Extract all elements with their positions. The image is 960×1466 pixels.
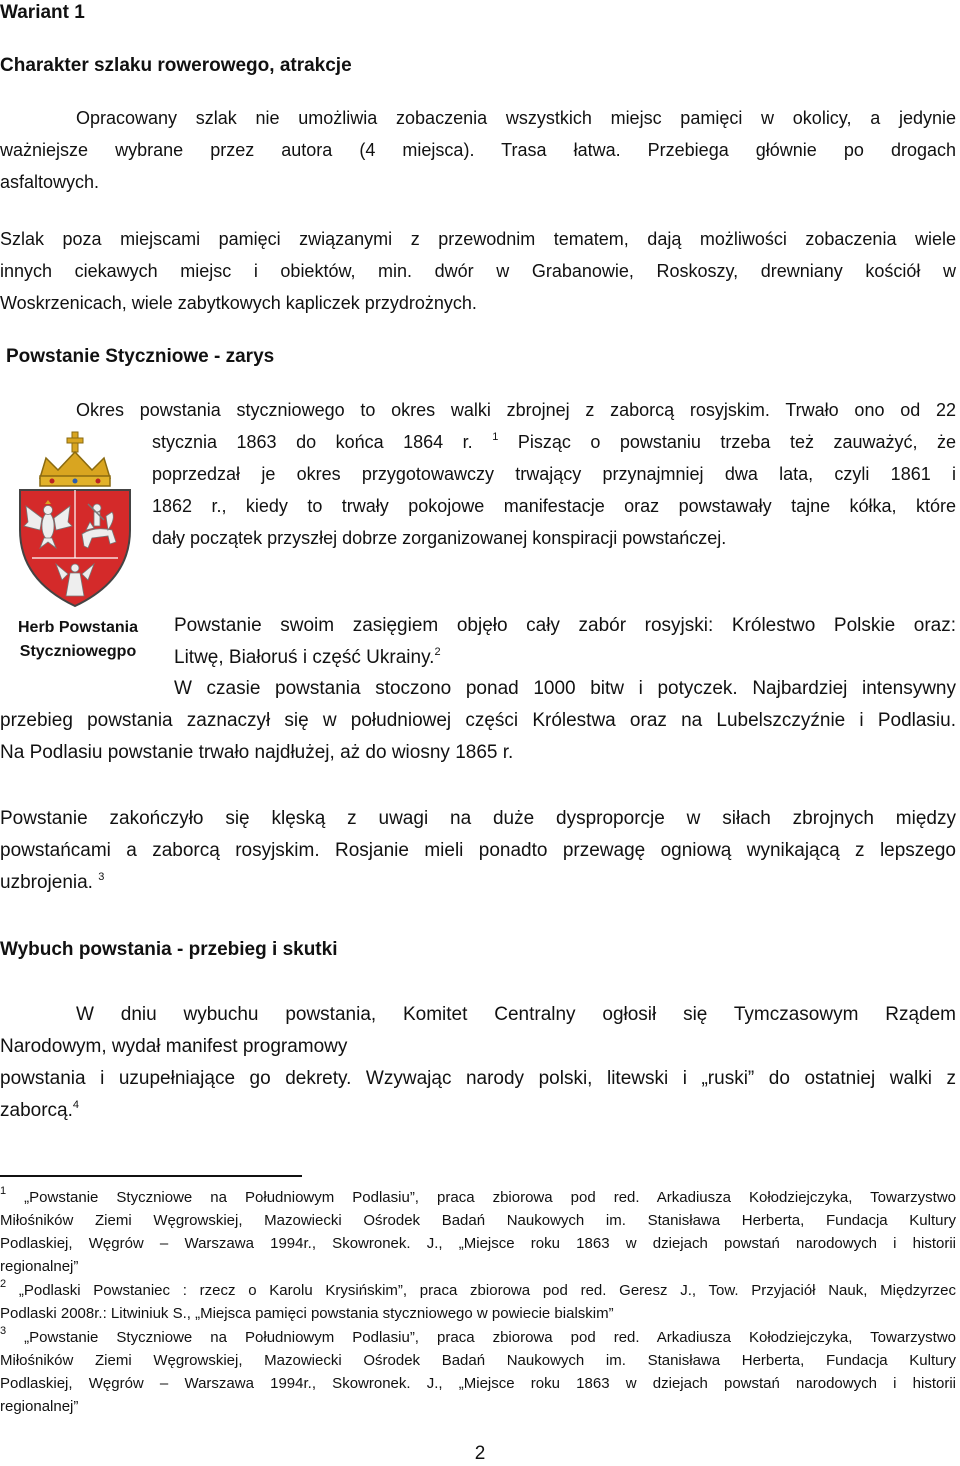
footnote-number: 2 xyxy=(0,1278,7,1290)
outbreak-paragraph xyxy=(0,999,956,1127)
footnote-3 xyxy=(0,1326,956,1418)
text-line: stycznia 1863 do końca 1864 r. $^1$ Pisząc o powstaniu trzeba też zauważyć, że xyxy=(152,431,956,452)
section-heading-route: Charakter szlaku rowerowego, atrakcje xyxy=(0,55,352,76)
caption-line: Herb Powstania xyxy=(17,619,139,636)
text-line: zaborcą.$^4$ xyxy=(0,1099,79,1121)
footnote-line: Podlaski 2008r.: Litwiniuk S., „Miejsca pamięci powstania styczniowego w powiecie bialskim” xyxy=(0,1305,614,1322)
footnote-line: regionalnej” xyxy=(0,1398,79,1415)
footnote-line: Miłośników Ziemi Węgrowskiej, Mazowiecki Ośrodek Badań Naukowych im. Stanisława Herberta, Fundacja Kultury xyxy=(0,1352,956,1369)
text-line: 1862 r., kiedy to trwały pokojowe manifestacje oraz powstawały tajne kółka, które xyxy=(152,496,956,516)
text-line: Opracowany szlak nie umożliwia zobaczenia wszystkich miejsc pamięci w okolicy, a jedynie xyxy=(76,108,956,128)
text-line: Woskrzenicach, wiele zabytkowych kapliczek przydrożnych. xyxy=(0,293,477,313)
outline-paragraph-2 xyxy=(174,610,956,674)
coat-of-arms-emblem xyxy=(12,430,138,610)
footnote-ref-1[interactable]: 1 xyxy=(492,431,499,443)
text-line: W dniu wybuchu powstania, Komitet Centralny ogłosił się Tymczasowym Rządem xyxy=(76,1004,956,1025)
page-number: 2 xyxy=(474,1443,486,1464)
variant-title: Wariant 1 xyxy=(0,2,85,23)
footnote-ref-4[interactable]: 4 xyxy=(72,1099,79,1111)
footnote-line: regionalnej” xyxy=(0,1258,79,1275)
text-line: Narodowym, wydał manifest programowy xyxy=(0,1036,348,1057)
outline-paragraph-1-first xyxy=(76,394,956,426)
footnote-line: Miłośników Ziemi Węgrowskiej, Mazowiecki Ośrodek Badań Naukowych im. Stanisława Herberta, Fundacja Kultury xyxy=(0,1212,956,1229)
text-line: powstańcami a zaborcą rosyjskim. Rosjanie mieli ponadto przewagę ogniową wynikającą z lepszego xyxy=(0,840,956,861)
text-line: dały początek przyszłej dobrze zorganizowanej konspiracji powstańczej. xyxy=(152,528,727,548)
outline-paragraph-3 xyxy=(0,673,956,769)
text-line: W czasie powstania stoczono ponad 1000 bitw i potyczek. Najbardziej intensywny xyxy=(174,678,956,699)
footnote-line: $^3$ „Powstanie Styczniowe na Południowym Podlasiu”, praca zbiorowa pod red. Arkadiusza Kołodziejczyka, Towarzystwo xyxy=(0,1325,956,1346)
footnote-line: Podlaskiej, Węgrów – Warszawa 1994r., Skowronek. J., „Miejsce roku 1863 w dziejach powstań narodowych i historii xyxy=(0,1235,956,1252)
footnote-1 xyxy=(0,1186,956,1278)
text-line: przebieg powstania zaznaczył się w południowej części Królestwa oraz na Lubelszczyźnie i Podlasiu. xyxy=(0,710,956,731)
text-line: powstania i uzupełniające go dekrety. Wzywając narody polski, litewski i „ruski” do ostatniej walki z xyxy=(0,1068,956,1089)
text-line: ważniejsze wybrane przez autora (4 miejsca). Trasa łatwa. Przebiega głównie po drogach xyxy=(0,140,956,160)
text-line: Okres powstania styczniowego to okres walki zbrojnej z zaborcą rosyjskim. Trwało ono od 22 xyxy=(76,400,956,420)
footnote-separator xyxy=(0,1175,302,1177)
coat-of-arms-caption xyxy=(0,616,156,664)
footnote-number: 1 xyxy=(0,1185,7,1197)
footnote-ref-2[interactable]: 2 xyxy=(434,646,441,658)
text-line: Na Podlasiu powstanie trwało najdłużej, aż do wiosny 1865 r. xyxy=(0,742,514,763)
text-line: innych ciekawych miejsc i obiektów, min. dwór w Grabanowie, Roskoszy, drewniany kościół w xyxy=(0,261,956,281)
caption-line: Styczniowegpo xyxy=(19,643,137,660)
outline-paragraph-4 xyxy=(0,803,956,899)
text-line: Litwę, Białoruś i część Ukrainy.$^2$ xyxy=(174,646,441,668)
footnote-number: 3 xyxy=(0,1325,7,1337)
section-heading-outline: Powstanie Styczniowe - zarys xyxy=(6,346,275,367)
footnote-ref-3[interactable]: 3 xyxy=(98,871,105,883)
text-line: Powstanie swoim zasięgiem objęło cały zabór rosyjski: Królestwo Polskie oraz: xyxy=(174,615,956,636)
footnote-2 xyxy=(0,1279,956,1325)
footnote-line: $^2$ „Podlaski Powstaniec : rzecz o Karolu Krysińskim”, praca zbiorowa pod red. Geresz J., Tow. Przyjaciół Nauk, Międzyrzec xyxy=(0,1278,956,1299)
route-paragraph-2 xyxy=(0,223,956,319)
footnote-line: $^1$ „Powstanie Styczniowe na Południowym Podlasiu”, praca zbiorowa pod red. Arkadiusza Kołodziejczyka, Towarzystwo xyxy=(0,1185,956,1206)
footnote-line: Podlaskiej, Węgrów – Warszawa 1994r., Skowronek. J., „Miejsce roku 1863 w dziejach powstań narodowych i historii xyxy=(0,1375,956,1392)
route-paragraph-1 xyxy=(0,102,956,198)
text-line: uzbrojenia. $^3$ xyxy=(0,871,105,893)
text-line: Szlak poza miejscami pamięci związanymi z przewodnim tematem, dają możliwości zobaczenia wiele xyxy=(0,229,956,249)
section-heading-outbreak: Wybuch powstania - przebieg i skutki xyxy=(0,939,338,960)
text-line: poprzedzał je okres przygotowawczy trwający przynajmniej dwa lata, czyli 1861 i xyxy=(152,464,956,484)
outline-paragraph-1 xyxy=(152,426,956,554)
text-line: Powstanie zakończyło się klęską z uwagi na duże dysproporcje w siłach zbrojnych między xyxy=(0,808,956,829)
text-line: asfaltowych. xyxy=(0,172,100,192)
